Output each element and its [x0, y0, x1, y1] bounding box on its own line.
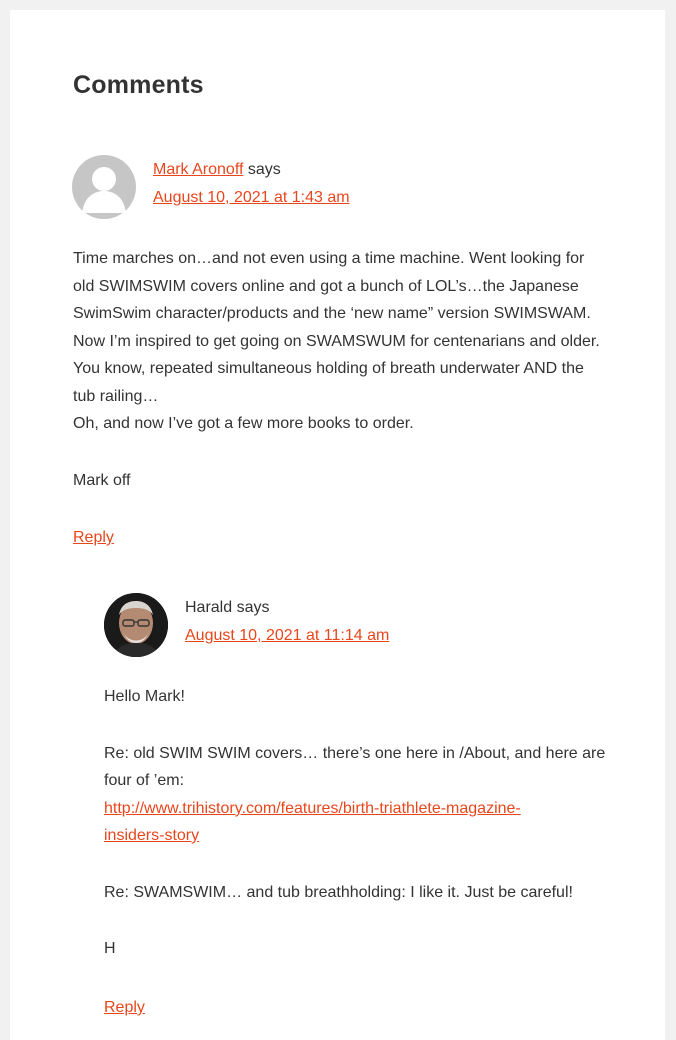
- comment-1-line-2: old SWIMSWIM covers online and got a bunch of LOL’s…the Japanese: [73, 277, 579, 295]
- comment-2-date-link[interactable]: August 10, 2021 at 11:14 am: [185, 627, 390, 644]
- comment-1-date-link[interactable]: August 10, 2021 at 1:43 am: [153, 189, 350, 206]
- comment-1-signoff: Mark off: [73, 471, 131, 489]
- author-photo-avatar: [104, 593, 168, 657]
- comment-1-author-link[interactable]: Mark Aronoff: [153, 161, 244, 178]
- comment-1-reply: [73, 524, 114, 552]
- comment-1-line-1: Time marches on…and not even using a time machine. Went looking for: [73, 250, 585, 267]
- comment-1-line-3: SwimSwim character/products and the ‘new name” version SWIMSWAM.: [73, 305, 591, 322]
- comment-2-para-2-line-2: four of ’em:: [104, 772, 185, 789]
- trihistory-link-line-1[interactable]: http://www.trihistory.com/features/birth-triathlete-magazine-: [104, 799, 521, 817]
- comment-2-para-2-line-1: Re: old SWIM SWIM covers… there’s one here in /About, and here are: [104, 744, 606, 762]
- comment-2-reply-link[interactable]: Reply: [104, 999, 145, 1016]
- trihistory-link-line-2[interactable]: insiders-story: [104, 827, 200, 844]
- comment-1-line-4: Now I’m inspired to get going on SWAMSWUM for centenarians and older.: [73, 332, 600, 350]
- comments-heading: Comments: [73, 71, 204, 99]
- default-user-avatar-icon: [72, 155, 136, 219]
- comment-2-greeting: Hello Mark!: [104, 688, 185, 705]
- comment-1-meta: [153, 156, 350, 212]
- comment-1-line-7: Oh, and now I’ve got a few more books to order.: [73, 415, 414, 432]
- comment-2-reply: [104, 994, 145, 1022]
- comment-2-body: [104, 683, 624, 963]
- comment-2-says: says: [232, 599, 270, 616]
- comment-1-line-6: tub railing…: [73, 387, 159, 405]
- comment-1-says: says: [243, 161, 281, 178]
- comment-2-meta: [185, 594, 389, 650]
- comment-2-para-3: Re: SWAMSWIM… and tub breathholding: I like it. Just be careful!: [104, 883, 573, 901]
- comment-2-author: Harald: [185, 599, 233, 616]
- comment-1-body: [73, 245, 633, 494]
- comment-1-line-5: You know, repeated simultaneous holding of breath underwater AND the: [73, 360, 584, 377]
- comment-2-signoff: H: [104, 940, 116, 957]
- comment-1-reply-link[interactable]: Reply: [73, 529, 114, 546]
